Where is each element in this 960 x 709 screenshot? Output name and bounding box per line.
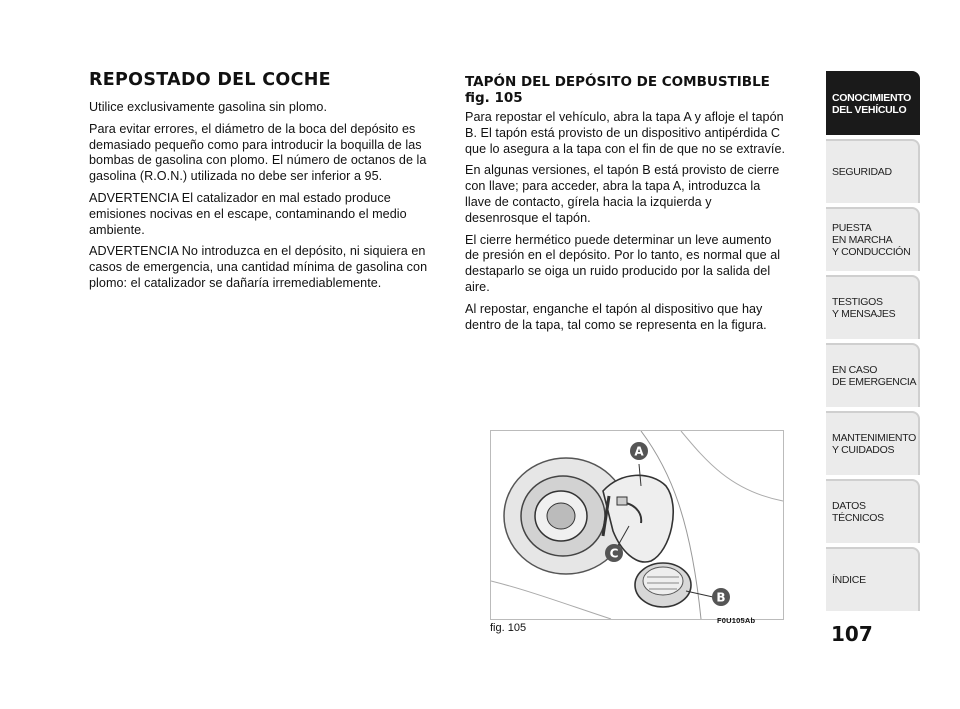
left-column [89, 70, 441, 298]
tab-indice[interactable]: ÍNDICE [826, 547, 920, 611]
paragraph: Para repostar el vehículo, abra la tapa A y afloje el tapón B. El tapón está provisto de un dispositivo antipérdida C que lo asegura a la tapa con el fin de que no se extravíe. [465, 110, 786, 156]
figure-code: F0U105Ab [717, 616, 756, 625]
tab-puesta-en-marcha[interactable]: PUESTA EN MARCHA Y CONDUCCIÓN [826, 207, 920, 271]
label-c-marker [605, 544, 623, 562]
section-title: REPOSTADO DEL COCHE [89, 70, 331, 90]
paragraph: El cierre hermético puede determinar un leve aumento de presión en el depósito. Por lo tanto, es normal que al destaparlo se oiga un ruido producido por la salida del aire. [465, 232, 781, 294]
tab-datos-tecnicos[interactable]: DATOS TÉCNICOS [826, 479, 920, 543]
page-number: 107 [831, 622, 873, 646]
label-c: C [609, 546, 619, 561]
right-column [465, 74, 787, 339]
paragraph: Utilice exclusivamente gasolina sin plomo. [89, 100, 327, 114]
figure-caption: fig. 105 [490, 622, 527, 634]
label-a-marker [630, 442, 648, 460]
fuel-cap-illustration [490, 430, 784, 620]
fuel-cap-drawing [491, 431, 783, 619]
label-b: B [716, 590, 726, 605]
warning-paragraph: ADVERTENCIA El catalizador en mal estado produce emisiones nocivas en el escape, contaminando el medio ambiente. [89, 190, 407, 237]
subsection-title: TAPÓN DEL DEPÓSITO DE COMBUSTIBLE fig. 105 [465, 74, 770, 106]
paragraph: Al repostar, enganche el tapón al dispositivo que hay dentro de la tapa, tal como se representa en la figura. [465, 301, 767, 332]
tab-testigos-y-mensajes[interactable]: TESTIGOS Y MENSAJES [826, 275, 920, 339]
warning-paragraph: ADVERTENCIA No introduzca en el depósito, ni siquiera en casos de emergencia, una cantidad mínima de gasolina con plomo: el catalizador se dañaría irremediablemente. [89, 244, 428, 290]
chapter-tabs [826, 71, 920, 615]
label-b-marker [712, 588, 730, 606]
tab-mantenimiento[interactable]: MANTENIMIENTO Y CUIDADOS [826, 411, 920, 475]
tab-en-caso-de-emergencia[interactable]: EN CASO DE EMERGENCIA [826, 343, 920, 407]
tab-conocimiento-del-vehiculo[interactable]: CONOCIMIENTO DEL VEHÍCULO [826, 71, 920, 135]
label-a: A [634, 444, 644, 459]
paragraph: Para evitar errores, el diámetro de la boca del depósito es demasiado pequeño como para introducir la boquilla de las bombas de gasolina con plomo. El número de octanos de la gasolina (R.O.N.) utilizada no debe ser inferior a 95. [89, 121, 427, 184]
tab-seguridad[interactable]: SEGURIDAD [826, 139, 920, 203]
paragraph: En algunas versiones, el tapón B está provisto de cierre con llave; para acceder, abra la tapa A, introduzca la llave de contacto, gírela hacia la izquierda y desenrosque el tapón. [465, 163, 780, 225]
